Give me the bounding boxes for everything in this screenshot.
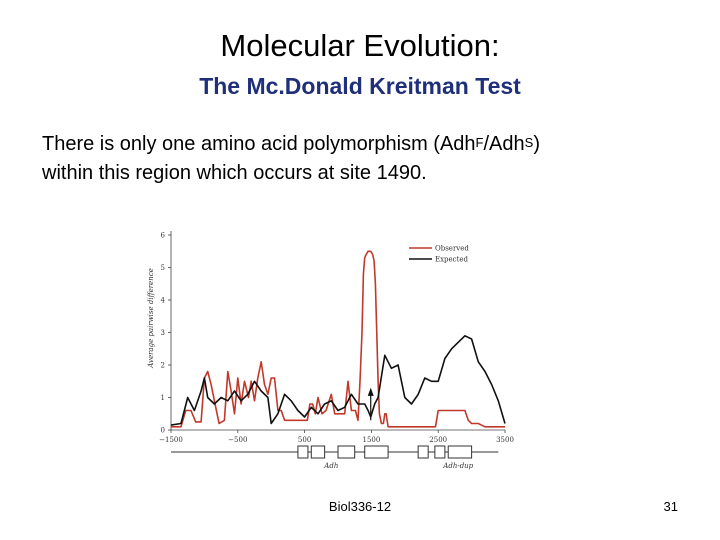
- x-tick-label: 1500: [362, 436, 381, 444]
- x-tick-label: 500: [297, 436, 312, 444]
- y-tick-label: 1: [160, 394, 165, 402]
- body-line2: within this region which occurs at site 1490.: [42, 162, 427, 184]
- exon-box: [311, 446, 324, 458]
- y-axis-label: Average pairwise difference: [147, 268, 155, 368]
- slide-title: Molecular Evolution:: [220, 28, 500, 63]
- body-line1-post: ): [533, 133, 540, 155]
- body-sup-f: F: [475, 135, 484, 150]
- body-line1-pre: There is only one amino acid polymorphism (Adh: [42, 133, 476, 155]
- y-tick-label: 5: [160, 264, 165, 272]
- slide-subtitle: The Mc.Donald Kreitman Test: [199, 73, 521, 99]
- chart-svg: [137, 218, 559, 472]
- exon-box: [298, 446, 308, 458]
- y-tick-label: 0: [160, 426, 165, 435]
- chart-figure: [137, 218, 559, 472]
- x-tick-label: 3500: [496, 436, 514, 444]
- footer-course-code: Biol336-12: [328, 499, 392, 514]
- legend-label: Observed: [435, 244, 469, 253]
- y-tick-label: 6: [160, 231, 165, 240]
- body-text: [42, 130, 692, 188]
- exon-box: [418, 446, 428, 458]
- exon-box: [448, 446, 471, 458]
- gene-label: Adh-dup: [443, 462, 474, 470]
- exon-box: [338, 446, 355, 458]
- body-sup-s: S: [524, 135, 534, 150]
- exon-box: [365, 446, 388, 458]
- x-tick-label: 2500: [429, 436, 448, 444]
- page-number: 31: [663, 499, 678, 514]
- body-line1-mid: /Adh: [483, 133, 525, 155]
- y-tick-label: 2: [160, 361, 165, 370]
- legend-label: Expected: [435, 255, 469, 264]
- x-tick-label: −500: [228, 436, 248, 444]
- y-tick-label: 4: [160, 296, 165, 305]
- x-tick-label: −1500: [159, 436, 183, 444]
- exon-box: [435, 446, 445, 458]
- y-tick-label: 3: [160, 329, 165, 337]
- gene-label: Adh: [324, 462, 339, 470]
